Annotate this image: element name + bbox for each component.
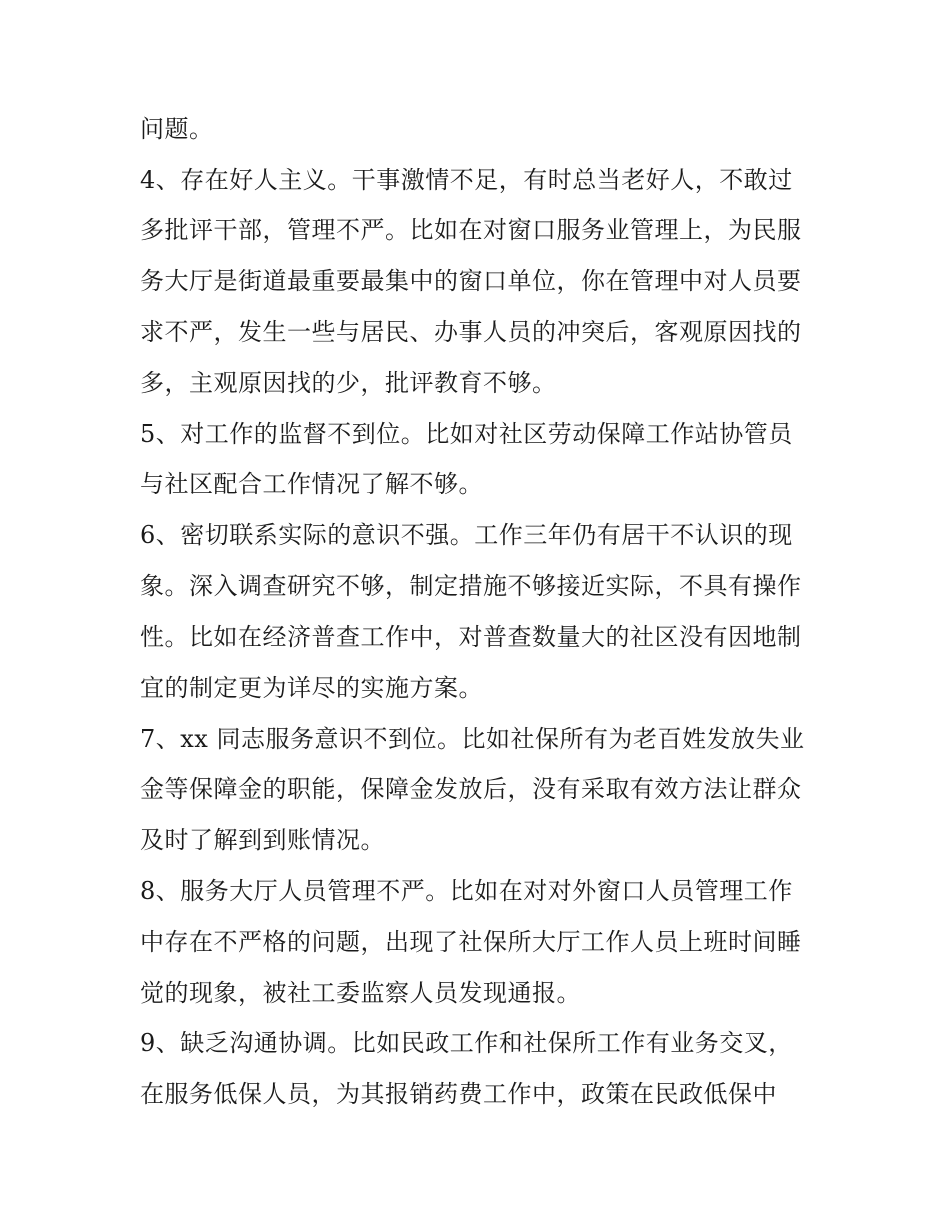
text-line: 6、密切联系实际的意识不强。工作三年仍有居干不认识的现 — [140, 521, 793, 549]
text-line: 及时了解到到账情况。 — [140, 826, 385, 854]
text-line: 中存在不严格的问题，出现了社保所大厅工作人员上班时间睡 — [140, 928, 802, 956]
text-line: 问题。 — [140, 115, 214, 143]
text-line: 多批评干部，管理不严。比如在对窗口服务业管理上，为民服 — [140, 216, 802, 244]
text-line: 务大厅是街道最重要最集中的窗口单位，你在管理中对人员要 — [140, 267, 802, 295]
text-line: 金等保障金的职能，保障金发放后，没有采取有效方法让群众 — [140, 775, 802, 803]
text-line: 5、对工作的监督不到位。比如对社区劳动保障工作站协管员 — [140, 420, 793, 448]
text-line: 觉的现象，被社工委监察人员发现通报。 — [140, 979, 581, 1007]
text-line: 与社区配合工作情况了解不够。 — [140, 470, 483, 498]
text-line: 7、xx 同志服务意识不到位。比如社保所有为老百姓发放失业 — [140, 725, 805, 753]
text-line: 象。深入调查研究不够，制定措施不够接近实际，不具有操作 — [140, 572, 802, 600]
text-line: 性。比如在经济普查工作中，对普查数量大的社区没有因地制 — [140, 623, 802, 651]
text-line: 9、缺乏沟通协调。比如民政工作和社保所工作有业务交叉， — [140, 1029, 793, 1057]
text-line: 多，主观原因找的少，批评教育不够。 — [140, 369, 557, 397]
text-line: 在服务低保人员，为其报销药费工作中，政策在民政低保中 — [140, 1080, 777, 1108]
text-line: 宜的制定更为详尽的实施方案。 — [140, 674, 483, 702]
text-line: 4、存在好人主义。干事激情不足，有时总当老好人，不敢过 — [140, 166, 793, 194]
text-line: 求不严，发生一些与居民、办事人员的冲突后，客观原因找的 — [140, 318, 802, 346]
text-line: 8、服务大厅人员管理不严。比如在对对外窗口人员管理工作 — [140, 877, 793, 905]
